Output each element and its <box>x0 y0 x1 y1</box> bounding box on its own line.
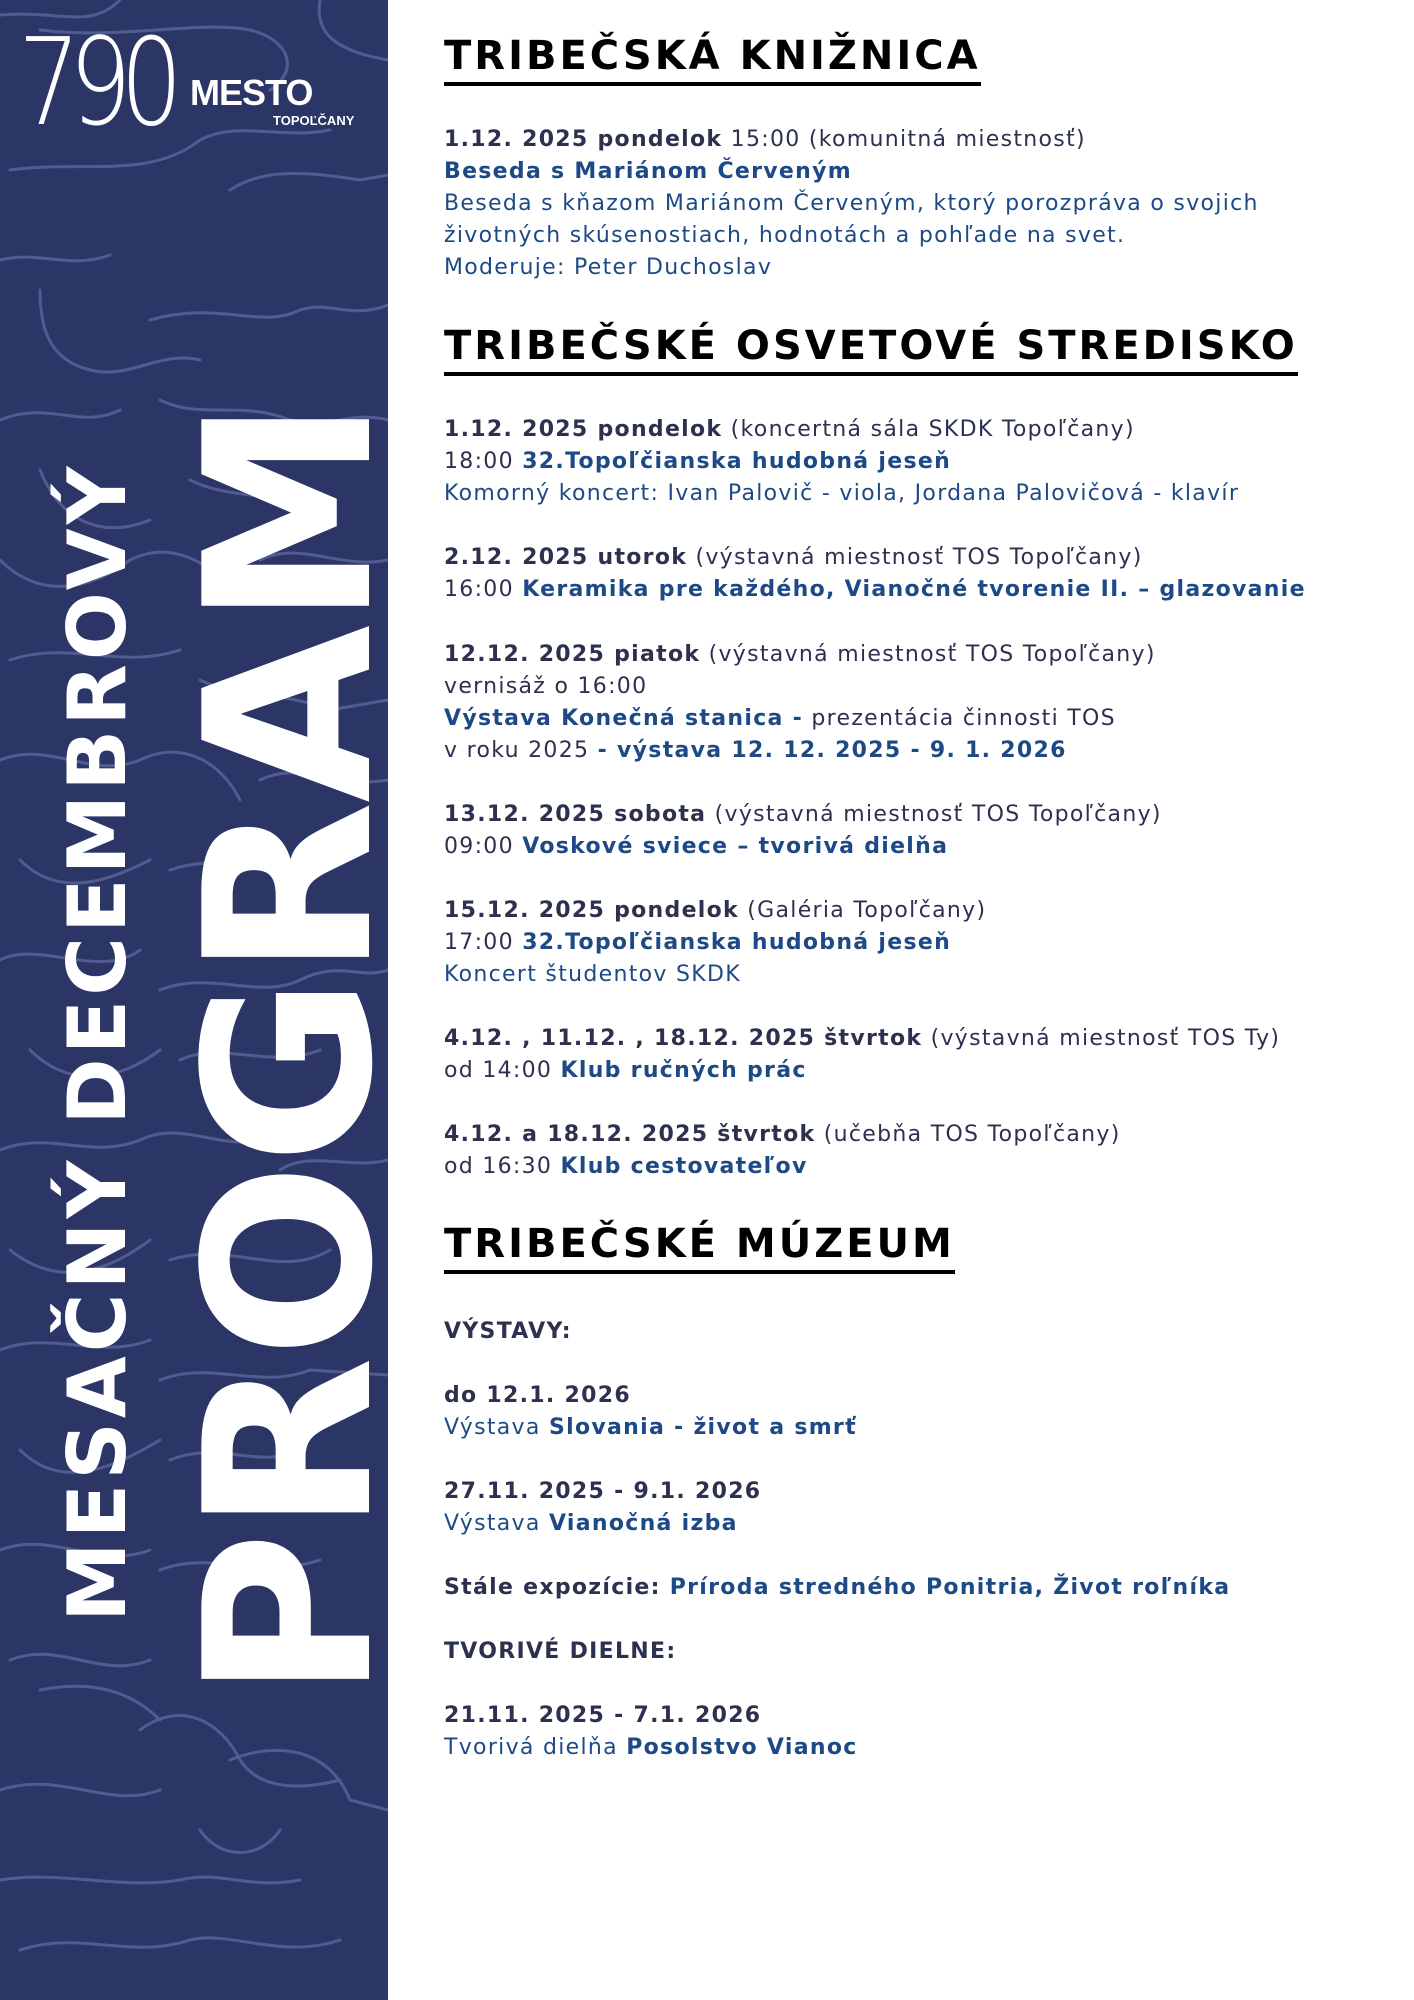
event-title: Voskové sviece – tvorivá dielňa <box>522 834 949 859</box>
event-description: Koncert študentov SKDK <box>444 962 741 987</box>
event-place: (výstavná miestnosť TOS Topoľčany) <box>687 545 1143 570</box>
event-time: 09:00 <box>444 834 523 859</box>
event-description: životných skúsenostiach, hodnotách a pohľade na svet. <box>444 223 1126 248</box>
section-heading-museum: TRIBEČSKÉ MÚZEUM <box>444 1222 955 1274</box>
event-date-line <box>444 1119 1121 1151</box>
event-place: (Galéria Topoľčany) <box>738 898 987 923</box>
event-date: 1.12. 2025 pondelok <box>444 417 723 442</box>
exhibition-title-line <box>444 1508 738 1540</box>
event-title: Klub cestovateľov <box>560 1154 808 1179</box>
event-range-line <box>444 735 1067 767</box>
logo-number: 790 <box>18 14 172 153</box>
event-title-line <box>444 703 1116 735</box>
event-date: 4.12. a 18.12. 2025 štvrtok <box>444 1122 816 1147</box>
workshop-title-line <box>444 1732 858 1764</box>
workshop-title: Posolstvo Vianoc <box>626 1735 858 1760</box>
event-date-line <box>444 542 1143 574</box>
permanent-label: Stále expozície: <box>444 1575 670 1600</box>
event-title-line <box>444 1151 808 1183</box>
exhibition-title-line <box>444 1412 857 1444</box>
event-title: Beseda s Mariánom Červeným <box>444 159 852 184</box>
exhibition-prefix: Výstava <box>444 1415 549 1440</box>
event-title-line <box>444 574 1306 606</box>
section-heading-center: TRIBEČSKÉ OSVETOVÉ STREDISKO <box>444 324 1298 376</box>
logo-word: MESTO <box>190 72 313 113</box>
event-place: (výstavná miestnosť TOS Ty) <box>922 1026 1281 1051</box>
event-description: Beseda s kňazom Mariánom Červeným, ktorý porozpráva o svojich <box>444 191 1259 216</box>
workshop-date: 21.11. 2025 - 7.1. 2026 <box>444 1703 762 1728</box>
event-place: (výstavná miestnosť TOS Topoľčany) <box>706 802 1162 827</box>
event-title: Výstava Konečná stanica - <box>444 706 804 731</box>
event-description: Komorný koncert: Ivan Palovič - viola, Jordana Palovičová - klavír <box>444 481 1240 506</box>
event-title: Klub ručných prác <box>560 1058 807 1083</box>
workshops-label: TVORIVÉ DIELNE: <box>444 1639 677 1664</box>
event-time: od 16:30 <box>444 1154 561 1179</box>
event-date: 15.12. 2025 pondelok <box>444 898 739 923</box>
exhibition-date: do 12.1. 2026 <box>444 1383 631 1408</box>
event-place: (koncertná sála SKDK Topoľčany) <box>722 417 1135 442</box>
event-title-line <box>444 1055 807 1087</box>
event-place: (výstavná miestnosť TOS Topoľčany) <box>700 642 1156 667</box>
event-description: v roku 2025 <box>444 738 598 763</box>
event-date: 1.12. 2025 pondelok <box>444 127 723 152</box>
event-title: Keramika pre každého, Vianočné tvorenie II. – glazovanie <box>522 577 1306 602</box>
event-date-line <box>444 895 986 927</box>
vertical-title <box>157 260 424 1700</box>
event-title: 32.Topoľčianska hudobná jeseň <box>522 449 952 474</box>
event-date: 12.12. 2025 piatok <box>444 642 701 667</box>
event-range: - výstava 12. 12. 2025 - 9. 1. 2026 <box>597 738 1067 763</box>
sidebar-banner <box>0 0 424 2000</box>
event-date-line <box>444 1023 1280 1055</box>
city-anniversary-logo <box>18 14 378 158</box>
permanent-value: Príroda stredného Ponitria, Život roľníka <box>669 1575 1231 1600</box>
event-time: vernisáž o 16:00 <box>444 674 648 699</box>
event-date-line <box>444 799 1162 831</box>
event-moderator: Moderuje: Peter Duchoslav <box>444 255 773 280</box>
section-heading-library: TRIBEČSKÁ KNIŽNICA <box>444 34 981 86</box>
exhibition-prefix: Výstava <box>444 1511 549 1536</box>
exhibitions-label: VÝSTAVY: <box>444 1319 572 1344</box>
workshop-prefix: Tvorivá dielňa <box>444 1735 627 1760</box>
vertical-subtitle-text: MESAČNÝ DECEMBROVÝ <box>51 462 144 1622</box>
event-date-line <box>444 124 1086 156</box>
exhibition-title: Vianočná izba <box>548 1511 738 1536</box>
exhibition-date: 27.11. 2025 - 9.1. 2026 <box>444 1479 762 1504</box>
event-title-line <box>444 927 951 959</box>
vertical-subtitle <box>51 350 144 1622</box>
event-time: 17:00 <box>444 930 523 955</box>
permanent-exhibitions <box>444 1572 1230 1604</box>
event-time: od 14:00 <box>444 1058 561 1083</box>
event-place: (učebňa TOS Topoľčany) <box>815 1122 1121 1147</box>
event-date-line <box>444 414 1135 446</box>
event-title-line <box>444 831 948 863</box>
logo-town: TOPOĽČANY <box>273 113 355 128</box>
event-time-place: 15:00 (komunitná miestnosť) <box>722 127 1086 152</box>
event-date: 2.12. 2025 utorok <box>444 545 688 570</box>
event-description: prezentácia činnosti TOS <box>803 706 1116 731</box>
exhibition-title: Slovania - život a smrť <box>548 1415 857 1440</box>
event-title: 32.Topoľčianska hudobná jeseň <box>522 930 952 955</box>
event-time: 16:00 <box>444 577 523 602</box>
event-title-line <box>444 446 951 478</box>
event-date: 13.12. 2025 sobota <box>444 802 707 827</box>
vertical-title-text: PROGRAM <box>157 400 424 1700</box>
event-date-line <box>444 639 1156 671</box>
event-time: 18:00 <box>444 449 523 474</box>
event-date: 4.12. , 11.12. , 18.12. 2025 štvrtok <box>444 1026 923 1051</box>
